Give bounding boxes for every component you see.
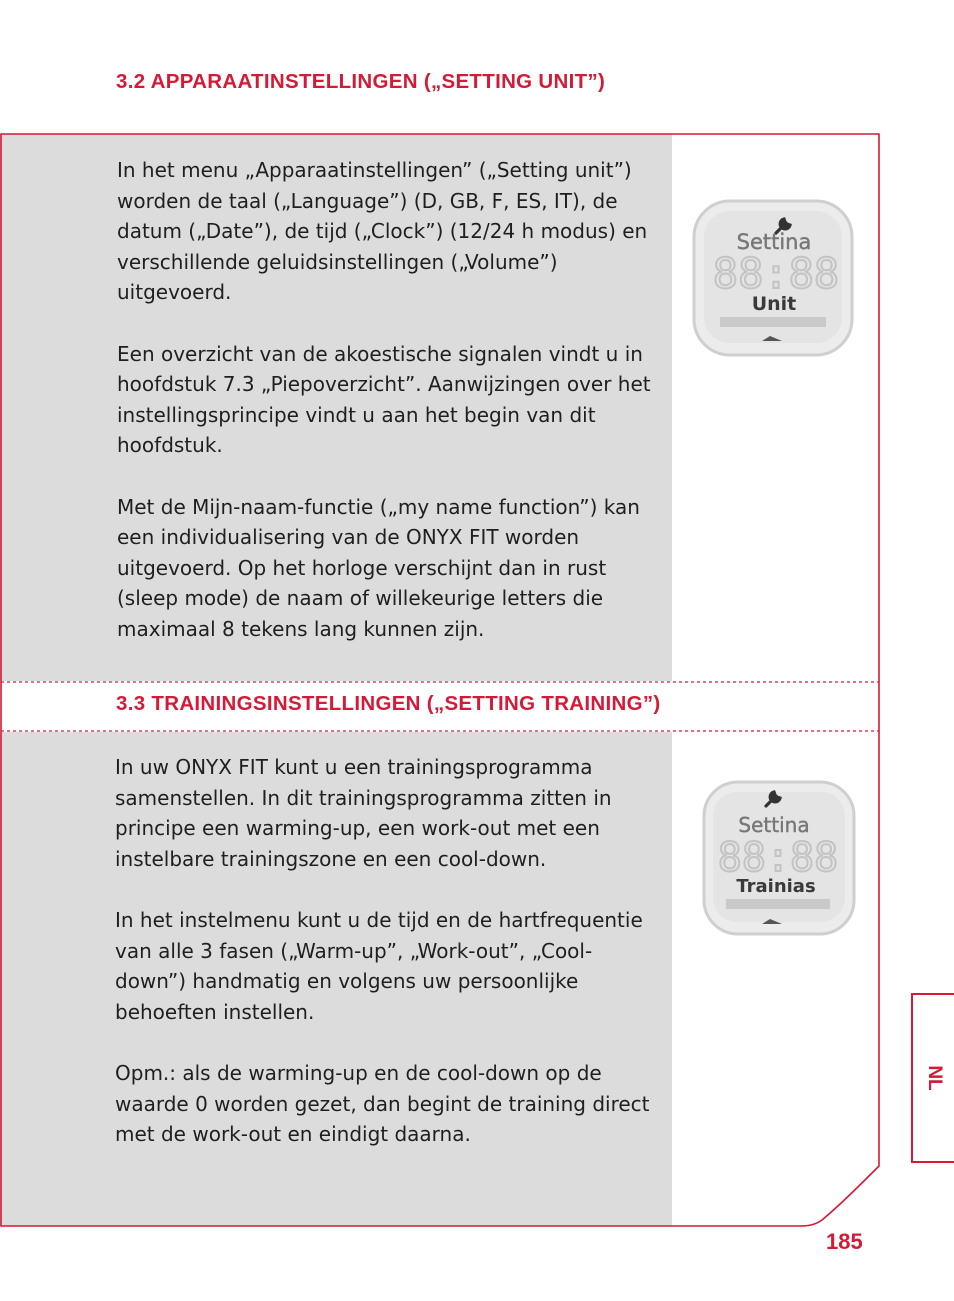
paragraph: Een overzicht van de akoestische signalen vindt u in hoofdstuk 7.3 „Piepoverzicht”. Aanwijzingen over het instellingsprincipe vindt u aan het begin van dit hoofdstuk.: [117, 341, 651, 458]
display-line-2: Trainias: [736, 876, 816, 897]
paragraph: Met de Mijn-naam-functie („my name function”) kan een individualisering van de ONYX FIT worden uitgevoerd. Op het horloge verschijnt dan in rust (sleep mode) de naam of willekeurige letters die maximaal 8 tekens lang kunnen zijn.: [117, 494, 640, 641]
section-text-setting-unit: [117, 155, 657, 645]
display-digits: 88:88: [712, 249, 840, 298]
language-tab: [911, 993, 954, 1163]
page-number: 185: [826, 1229, 863, 1254]
section-heading-setting-unit: 3.2 APPARAATINSTELLINGEN („SETTING UNIT”): [116, 70, 606, 93]
paragraph: Opm.: als de warming-up en de cool-down op de waarde 0 worden gezet, dan begint de training direct met de work-out en eindigt daarna.: [115, 1060, 650, 1147]
paragraph: In uw ONYX FIT kunt u een trainingsprogramma samenstellen. In dit trainingsprogramma zitten in principe een warming-up, een work-out met een instelbare trainingszone en een cool-down.: [115, 755, 612, 871]
display-line-1: Settina: [736, 230, 812, 254]
display-digits: 88:88: [717, 835, 839, 881]
section-text-setting-training: [115, 752, 655, 1150]
display-line-2: Unit: [751, 293, 797, 315]
watch-display-setting-unit: [690, 195, 858, 363]
section-heading-setting-training: 3.3 TRAININGSINSTELLINGEN („SETTING TRAINING”): [116, 692, 661, 715]
display-line-1: Settina: [738, 813, 810, 837]
language-tab-label: NL: [923, 1065, 945, 1091]
watch-display-setting-training: [700, 776, 860, 942]
paragraph: In het menu „Apparaatinstellingen” („Setting unit”) worden de taal („Language”) (D, GB, F, ES, IT), de datum („Date”), de tijd („Clock”) (12/24 h modus) en verschillende geluidsinstellingen („Volume”) uitgevoerd.: [117, 158, 648, 305]
paragraph: In het instelmenu kunt u de tijd en de hartfrequentie van alle 3 fasen („Warm-up”, „Work-out”, „Cool-down”) handmatig en volgens uw persoonlijke behoeften instellen.: [115, 907, 643, 1024]
